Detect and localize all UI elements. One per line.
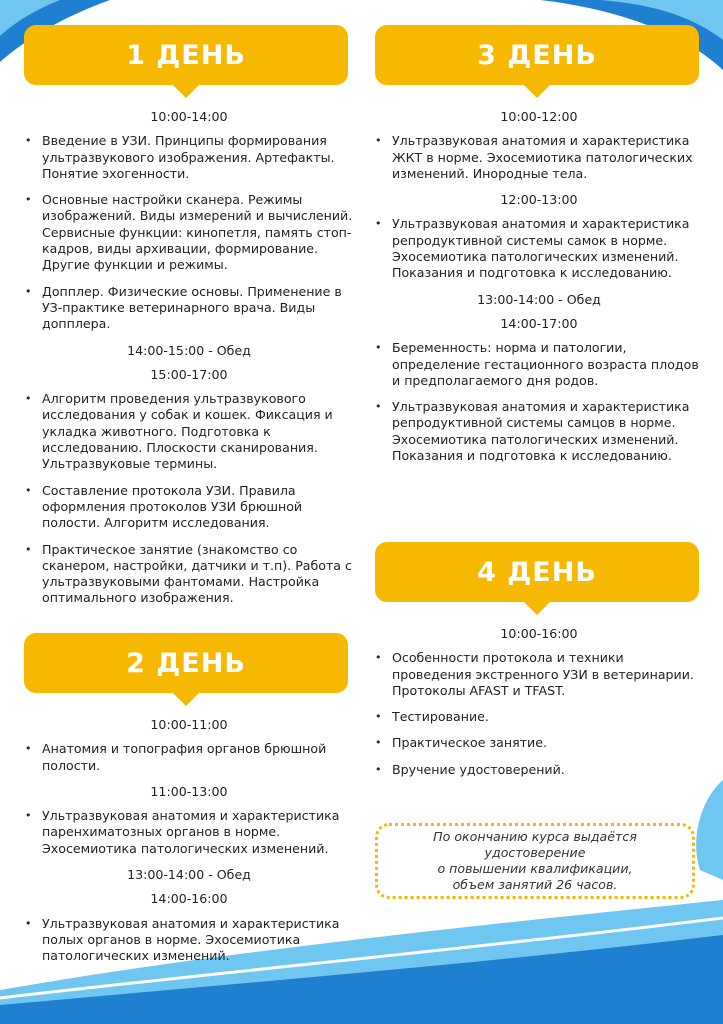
day2-time3: 14:00-16:00 (150, 891, 228, 907)
day1-schedule (24, 109, 354, 617)
list-item: • Особенности протокола и техники проведения экстренного УЗИ в ветеринарии. Протоколы AFAST и TFAST. (374, 650, 704, 699)
day3-time3: 14:00-17:00 (500, 315, 578, 331)
list-item: • Ультразвуковая анатомия и характеристика полых органов в норме. Эхосемиотика патологических изменений. (24, 916, 354, 965)
day4-title: 4 ДЕНЬ (477, 556, 597, 588)
list-item: • Ультразвуковая анатомия и характеристика репродуктивной системы самок в норме. Эхосемиотика патологических изменений. Показания и подготовка к исследованию. (374, 216, 704, 281)
note-line: объем занятий 26 часов. (452, 877, 618, 892)
day1-items1 (24, 133, 354, 332)
list-item: • Алгоритм проведения ультразвукового исследования у собак и кошек. Фиксация и укладка животного. Подготовка к исследованию. Плоскости сканирования. Ультразвуковые термины. (24, 391, 354, 472)
list-item: • Тестирование. (374, 709, 704, 725)
list-item: • Ультразвуковая анатомия и характеристика ЖКТ в норме. Эхосемиотика патологических изменений. Инородные тела. (374, 133, 704, 182)
list-item: • Составление протокола УЗИ. Правила оформления протоколов УЗИ брюшной полости. Алгоритм исследования. (24, 483, 354, 532)
list-item: • Ультразвуковая анатомия и характеристика паренхиматозных органов в норме. Эхосемиотика патологических изменений. (24, 808, 354, 857)
day2-title: 2 ДЕНЬ (126, 647, 246, 679)
note-line: удостоверение (484, 845, 586, 860)
day3-banner (375, 25, 699, 85)
day1-banner (24, 25, 348, 85)
day1-items2 (24, 391, 354, 607)
day2-banner (24, 633, 348, 693)
day3-title: 3 ДЕНЬ (477, 39, 597, 71)
list-item: • Введение в УЗИ. Принципы формирования ультразвукового изображения. Артефакты. Понятие эхогенности. (24, 133, 354, 182)
list-item: • Допплер. Физические основы. Применение в УЗ-практике ветеринарного врача. Виды допплера. (24, 284, 354, 333)
list-item: • Анатомия и топография органов брюшной полости. (24, 741, 354, 774)
day3-items2 (374, 216, 704, 281)
day4-banner (375, 542, 699, 602)
list-item: • Вручение удостоверений. (374, 762, 704, 778)
day4-items1 (374, 650, 704, 778)
day2-time1: 10:00-11:00 (150, 717, 228, 732)
day2-schedule (24, 717, 354, 975)
day3-time2: 12:00-13:00 (500, 192, 578, 208)
list-item: • Практическое занятие. (374, 735, 704, 751)
list-item: • Беременность: норма и патологии, определение гестационного возраста плодов и предполагаемого дня родов. (374, 340, 704, 389)
list-item: • Практическое занятие (знакомство со сканером, настройки, датчики и т.п). Работа с ультразвуковыми фантомами. Настройка оптимального изображения. (24, 542, 354, 607)
list-item: • Ультразвуковая анатомия и характеристика репродуктивной системы самцов в норме. Эхосемиотика патологических изменений. Показания и подготовка к исследованию. (374, 399, 704, 464)
note-line: о повышении квалификации, (437, 861, 633, 876)
certificate-note (375, 823, 695, 899)
day3-items1 (374, 133, 704, 182)
day3-schedule (374, 109, 704, 474)
wave-right-edge (696, 780, 723, 880)
day2-items3 (24, 916, 354, 965)
day1-time2: 15:00-17:00 (150, 366, 228, 382)
day1-time1: 10:00-14:00 (150, 109, 228, 124)
day2-lunch: 13:00-14:00 - Обед (127, 867, 251, 883)
day3-items3 (374, 340, 704, 464)
day3-time1: 10:00-12:00 (500, 109, 578, 124)
day2-time2: 11:00-13:00 (150, 783, 228, 799)
list-item: • Основные настройки сканера. Режимы изображений. Виды измерений и вычислений. Сервисные функции: кинопетля, память стоп-кадров, виды архивации, формирование. Другие функции и режимы. (24, 192, 354, 273)
day1-lunch: 14:00-15:00 - Обед (127, 342, 251, 358)
day2-items1 (24, 741, 354, 774)
day4-time1: 10:00-16:00 (500, 626, 578, 641)
note-line: По окончанию курса выдаётся (433, 829, 637, 844)
day4-schedule (374, 626, 704, 788)
day2-items2 (24, 808, 354, 857)
day1-title: 1 ДЕНЬ (126, 39, 246, 71)
day3-lunch: 13:00-14:00 - Обед (477, 291, 601, 307)
